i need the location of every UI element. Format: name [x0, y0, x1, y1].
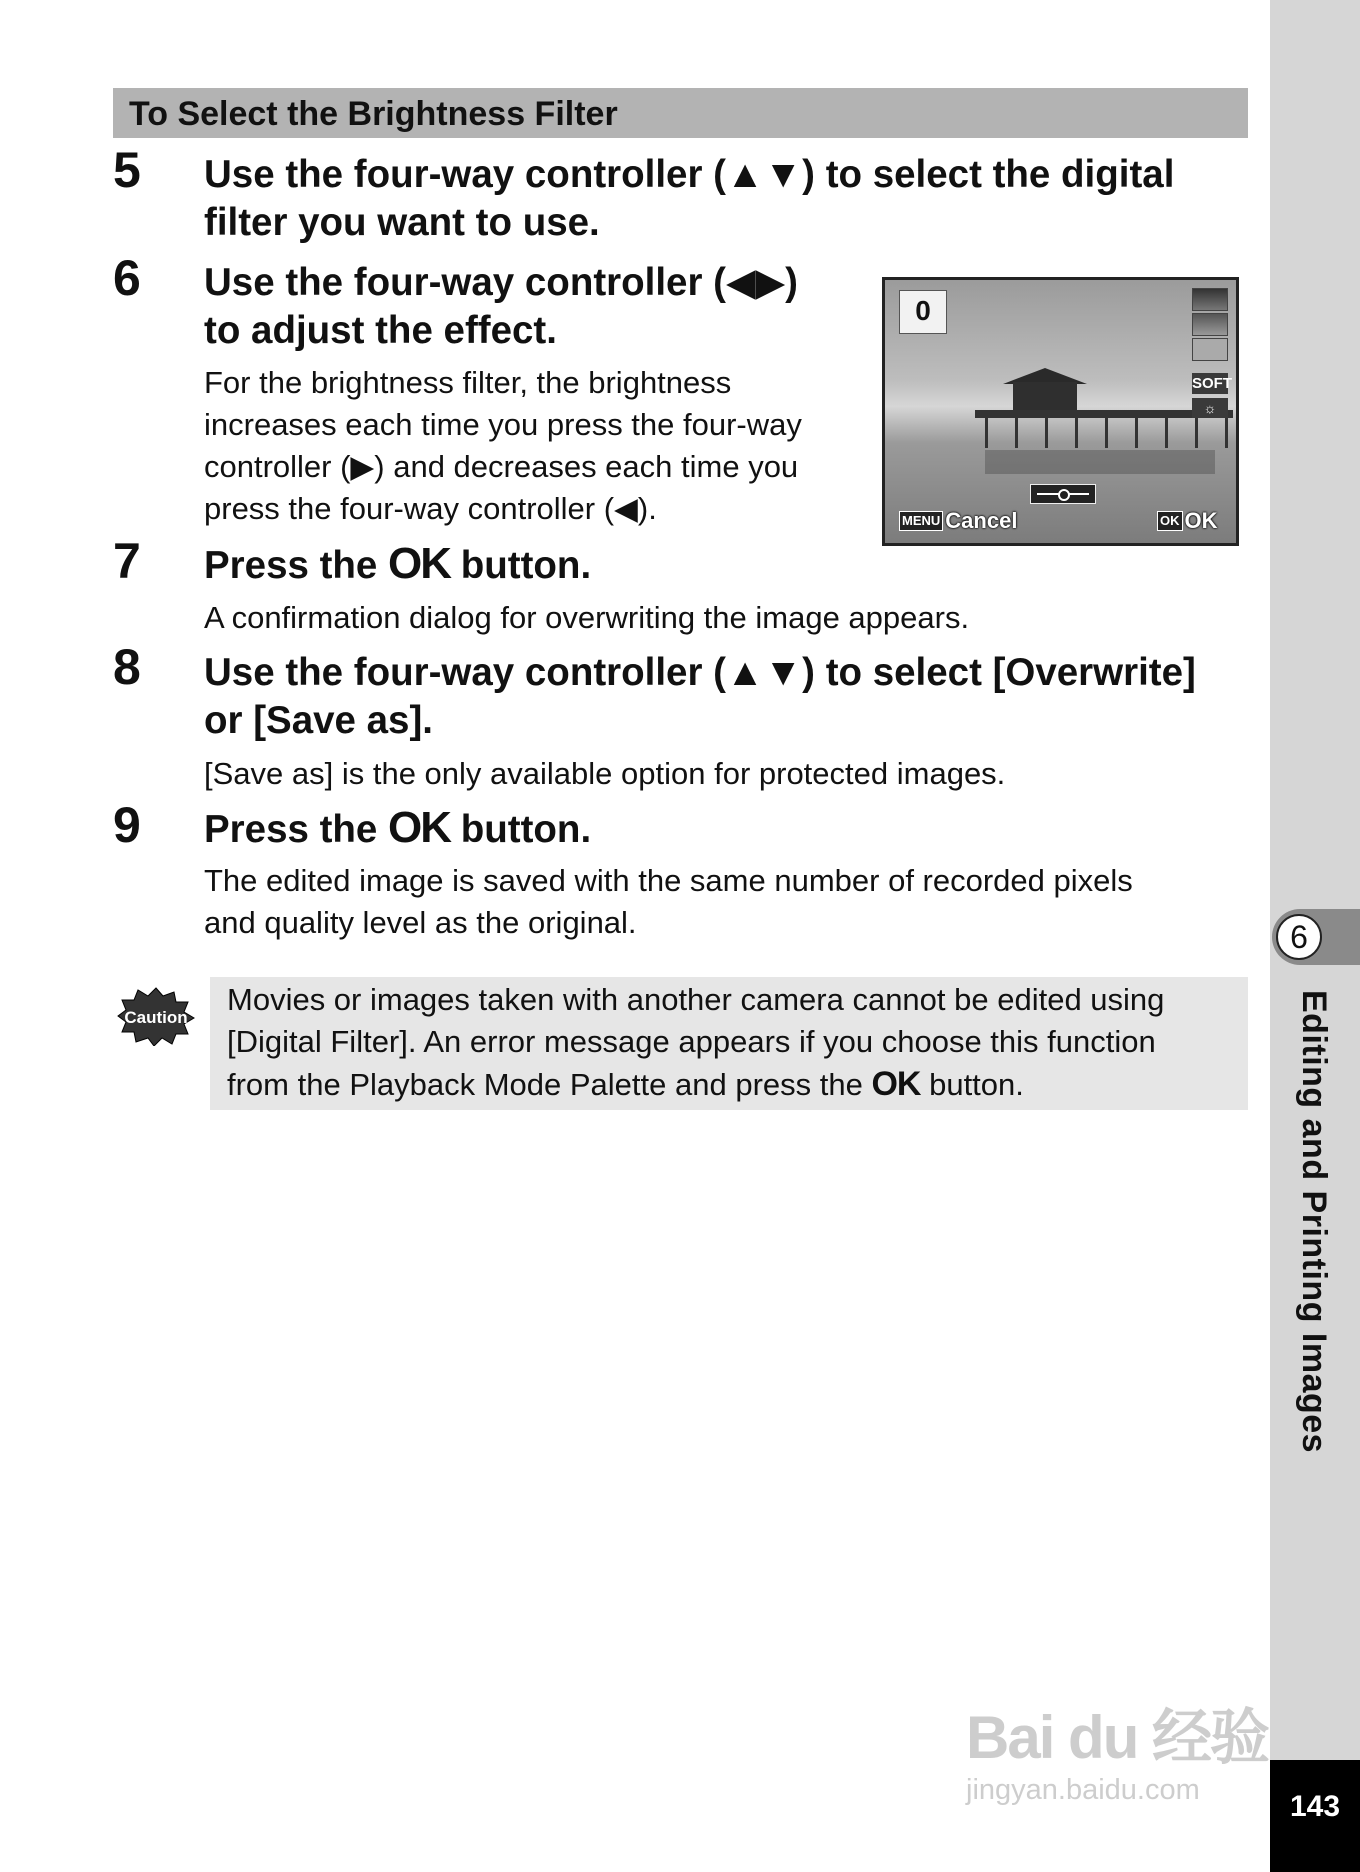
- caution-icon: [116, 986, 196, 1046]
- step-heading: Use the four-way controller (▲▼) to select the digital: [204, 153, 1175, 196]
- ok-label: OK: [1184, 508, 1218, 533]
- step-heading: Press the OK button.: [204, 803, 592, 852]
- watermark: [966, 1668, 1269, 1818]
- step-number: 8: [113, 639, 141, 695]
- ok-hint: [1157, 508, 1218, 534]
- step-heading: Use the four-way controller (◀▶): [204, 261, 799, 304]
- step-heading: Use the four-way controller (▲▼) to select [Overwrite]: [204, 651, 1196, 694]
- step-number: 9: [113, 797, 141, 853]
- watermark-url: jingyan.baidu.com: [966, 1774, 1200, 1806]
- soft-filter-icon: SOFT: [1192, 375, 1232, 392]
- menu-key-icon: MENU: [899, 511, 943, 531]
- step-body: The edited image is saved with the same number of recorded pixels: [204, 863, 1133, 898]
- caution-text: Movies or images taken with another camera cannot be edited using: [227, 982, 1165, 1017]
- caution-text: from the Playback Mode Palette and press the OK button.: [227, 1065, 1024, 1103]
- step-heading: to adjust the effect.: [204, 309, 557, 352]
- step-number: 6: [113, 250, 141, 306]
- camera-screen-image: [882, 277, 1239, 546]
- pier-hut: [1013, 382, 1077, 412]
- ok-button-glyph: OK: [388, 803, 451, 852]
- step-body: [Save as] is the only available option for protected images.: [204, 756, 1006, 791]
- step-heading: or [Save as].: [204, 699, 433, 742]
- watermark-logo: Bai du 经验: [966, 1704, 1269, 1771]
- filter-option-icon: [1192, 288, 1228, 311]
- caution-icon-label: Caution: [124, 1008, 188, 1027]
- filter-option-icon: [1192, 313, 1228, 336]
- step-body: and quality level as the original.: [204, 905, 637, 940]
- section-header: [113, 88, 1248, 138]
- water-reflection: [985, 450, 1215, 474]
- chapter-title: Editing and Printing Images: [1295, 990, 1333, 1454]
- cancel-hint: [899, 508, 1018, 533]
- brightness-filter-icon: ☼: [1192, 398, 1228, 418]
- step-number: 7: [113, 533, 141, 589]
- chapter-tab: [1272, 909, 1360, 965]
- step-body: For the brightness filter, the brightness: [204, 365, 732, 400]
- page-number: 143: [1270, 1760, 1360, 1872]
- step-body: controller (▶) and decreases each time you: [204, 449, 799, 484]
- step-heading: Press the OK button.: [204, 539, 592, 588]
- cancel-label: Cancel: [945, 508, 1018, 533]
- filter-mode-icon: 0: [899, 290, 947, 334]
- filter-option-icon: [1192, 338, 1228, 361]
- brightness-slider: [1030, 484, 1096, 504]
- step-heading: filter you want to use.: [204, 201, 600, 244]
- section-title: To Select the Brightness Filter: [129, 95, 618, 133]
- step-body: press the four-way controller (◀).: [204, 491, 657, 526]
- step-number: 5: [113, 142, 141, 198]
- chapter-number: 6: [1276, 914, 1322, 960]
- ok-button-glyph: OK: [388, 539, 451, 588]
- step-body: increases each time you press the four-way: [204, 407, 802, 442]
- step-body: A confirmation dialog for overwriting the image appears.: [204, 600, 970, 635]
- ok-button-glyph: OK: [871, 1065, 921, 1103]
- ok-key-icon: OK: [1157, 511, 1183, 531]
- caution-text: [Digital Filter]. An error message appears if you choose this function: [227, 1024, 1156, 1059]
- caution-box: [210, 977, 1248, 1110]
